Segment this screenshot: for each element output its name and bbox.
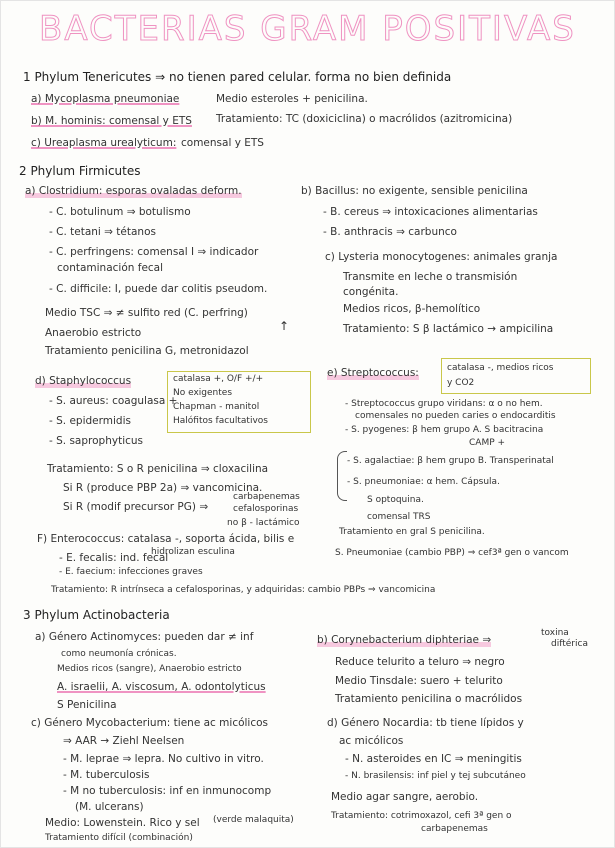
s3-d-item-4: Medio agar sangre, aerobio. — [331, 791, 479, 803]
strep-box-line-2: y CO2 — [447, 378, 475, 388]
s2-b-item-1: - B. cereus ⇒ intoxicaciones alimentarias — [323, 206, 538, 218]
s3-a-item-3: A. israelii, A. viscosum, A. odontolyticus — [57, 681, 266, 693]
s2-d-item-6c: no β - lactámico — [227, 518, 300, 528]
s2-d-item-6a: carbapenemas — [233, 492, 300, 502]
s3-b-item-1: Reduce telurito a teluro ⇒ negro — [335, 656, 505, 668]
s3-b-item-2: Medio Tinsdale: suero + telurito — [335, 675, 503, 687]
s2-e-item-2: - S. pyogenes: β hem grupo A. S bacitracina — [345, 425, 544, 435]
s2-c-item-4: Tratamiento: S β lactámico → ampicilina — [343, 323, 554, 335]
s2-c-item-1: Transmite en leche o transmisión — [343, 271, 518, 283]
s2-f-item-1: - E. fecalis: ind. fecal — [59, 552, 169, 564]
s3-d-item-3: - N. brasilensis: inf piel y tej subcutáneo — [345, 771, 526, 781]
s2-f-item-3: Tratamiento: R intrínseca a cefalosporinas, y adquiridas: cambio PBPs ⇒ vancomicina — [51, 585, 436, 595]
s2-d-item-6: Si R (modif precursor PG) ⇒ — [63, 501, 209, 513]
s1-line2-b: Tratamiento: TC (doxiciclina) o macrólidos (azitromicina) — [216, 113, 513, 125]
s2-a-item-5: Medio TSC ⇒ ≠ sulfito red (C. perfring) — [45, 307, 248, 319]
s2-f-heading-2: hidrolizan esculina — [151, 547, 235, 557]
s2-e-item-2b: CAMP + — [469, 438, 506, 448]
s2-a-heading: a) Clostridium: esporas ovaladas deform. — [25, 185, 242, 197]
s3-c-item-5: (M. ulcerans) — [75, 801, 144, 813]
s3-b-heading: b) Corynebacterium diphteriae ⇒ — [317, 634, 492, 646]
s2-e-item-4c: comensal TRS — [367, 512, 431, 522]
s3-c-item-4: - M no tuberculosis: inf en inmunocomp — [63, 785, 272, 797]
s3-a-item-4: S Penicilina — [57, 699, 117, 711]
s2-b-heading: b) Bacillus: no exigente, sensible penicilina — [301, 185, 528, 197]
s3-c-item-3: - M. tuberculosis — [63, 769, 150, 781]
s3-c-item-6: Medio: Lowenstein. Rico y sel — [45, 817, 200, 829]
s2-e-item-1b: comensales no pueden caries o endocarditis — [355, 411, 556, 421]
staph-box-line-4: Halófitos facultativos — [173, 416, 268, 426]
staph-box-line-3: Chapman - manitol — [173, 402, 260, 412]
section-2-heading: 2 Phylum Firmicutes — [19, 164, 141, 178]
s2-a-item-3b: contaminación fecal — [57, 262, 164, 274]
s2-a-item-3: - C. perfringens: comensal I ⇒ indicador — [49, 246, 259, 258]
s2-a-item-4: - C. difficile: I, puede dar colitis pseudom. — [49, 283, 268, 295]
section-1-heading: 1 Phylum Tenericutes ⇒ no tienen pared celular. forma no bien definida — [23, 70, 452, 84]
s1-line1-a: a) Mycoplasma pneumoniae — [31, 93, 180, 105]
s2-f-item-2: - E. faecium: infecciones graves — [59, 567, 203, 577]
s2-d-item-6b: cefalosporinas — [233, 504, 299, 514]
s3-d-item-1: ac micólicos — [339, 735, 404, 747]
s3-c-item-1: ⇒ AAR → Ziehl Neelsen — [63, 735, 185, 747]
s2-d-heading: d) Staphylococcus — [35, 375, 132, 387]
s2-e-item-6: S. Pneumoniae (cambio PBP) ⇒ cef3ª gen o vancom — [335, 548, 569, 558]
s2-d-item-1: - S. aureus: coagulasa + — [49, 395, 178, 407]
s1-line2-a: b) M. hominis: comensal y ETS — [31, 115, 192, 127]
s1-line3-b: comensal y ETS — [181, 137, 264, 149]
s3-b-heading-2b: diftérica — [551, 639, 588, 649]
s2-a-item-1: - C. botulinum ⇒ botulismo — [49, 206, 191, 218]
s2-c-item-3: Medios ricos, β-hemolítico — [343, 303, 481, 315]
s3-d-item-5b: carbapenemas — [421, 824, 488, 834]
arrow-up-icon: ↑ — [279, 319, 290, 333]
staph-box-line-1: catalasa +, O/F +/+ — [173, 374, 264, 384]
s2-a-item-6: Anaerobio estricto — [45, 327, 142, 339]
s2-f-heading: F) Enterococcus: catalasa -, soporta ácida, bilis e — [37, 533, 295, 545]
s2-e-item-5: Tratamiento en gral S penicilina. — [339, 527, 485, 537]
s2-d-item-5: Si R (produce PBP 2a) ⇒ vancomicina. — [63, 482, 263, 494]
s2-c-heading: c) Lysteria monocytogenes: animales granja — [325, 251, 558, 263]
s2-a-item-2: - C. tetani ⇒ tétanos — [49, 226, 156, 238]
staph-box-line-2: No exigentes — [173, 388, 233, 398]
s2-e-item-4b: S optoquina. — [367, 495, 424, 505]
group-bracket — [337, 451, 347, 501]
s3-c-item-6b: (verde malaquita) — [213, 815, 294, 825]
s3-d-heading: d) Género Nocardia: tb tiene lípidos y — [327, 717, 524, 729]
s2-e-item-4: - S. pneumoniae: α hem. Cápsula. — [347, 477, 500, 487]
page-title: BACTERIAS GRAM POSITIVAS — [39, 9, 576, 49]
s3-a-heading: a) Género Actinomyces: pueden dar ≠ inf — [35, 631, 254, 643]
s1-line1-b: Medio esteroles + penicilina. — [216, 93, 368, 105]
s3-c-heading: c) Género Mycobacterium: tiene ac micólicos — [31, 717, 269, 729]
s2-e-item-3: - S. agalactiae: β hem grupo B. Transperinatal — [347, 456, 554, 466]
s3-a-item-1: como neumonía crónicas. — [61, 649, 177, 659]
section-3-heading: 3 Phylum Actinobacteria — [23, 608, 170, 622]
s2-a-item-7: Tratamiento penicilina G, metronidazol — [45, 345, 249, 357]
s2-d-item-2: - S. epidermidis — [49, 415, 131, 427]
s2-d-item-4: Tratamiento: S o R penicilina ⇒ cloxacilina — [47, 463, 269, 475]
s3-a-item-2: Medios ricos (sangre), Anaerobio estricto — [57, 664, 242, 674]
s2-b-item-2: - B. anthracis ⇒ carbunco — [323, 226, 457, 238]
s2-c-item-2: congénita. — [343, 286, 399, 298]
s3-d-item-2: - N. asteroides en IC ⇒ meningitis — [345, 753, 522, 765]
s1-line3-a: c) Ureaplasma urealyticum: — [31, 137, 177, 149]
s3-b-item-3: Tratamiento penicilina o macrólidos — [335, 693, 523, 705]
s2-d-item-3: - S. saprophyticus — [49, 435, 144, 447]
s3-d-item-5: Tratamiento: cotrimoxazol, cefi 3ª gen o — [331, 811, 512, 821]
s3-b-heading-2a: toxina — [541, 628, 569, 638]
strep-box-line-1: catalasa -, medios ricos — [447, 363, 554, 373]
s2-e-heading: e) Streptococcus: — [327, 367, 419, 379]
s2-e-item-1: - Streptococcus grupo viridans: α o no hem. — [345, 399, 543, 409]
s3-c-item-7: Tratamiento difícil (combinación) — [45, 833, 193, 843]
s3-c-item-2: - M. leprae ⇒ lepra. No cultivo in vitro. — [63, 753, 264, 765]
